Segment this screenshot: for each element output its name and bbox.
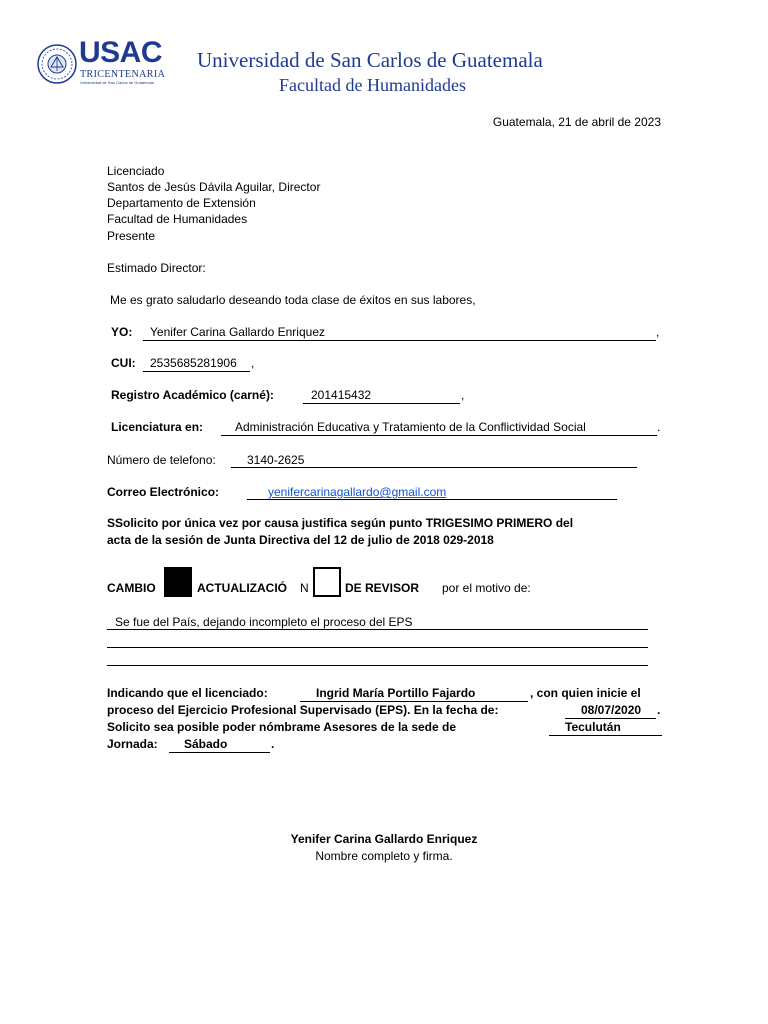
licenciatura-label: Licenciatura en:: [111, 420, 204, 434]
university-name: Universidad de San Carlos de Guatemala: [197, 48, 543, 72]
jornada-value: Sábado: [184, 737, 228, 751]
cambio-checkbox[interactable]: [164, 567, 192, 597]
cambio-label: CAMBIO: [107, 581, 156, 595]
logo-tiny-caption: Universidad de San Carlos de Guatemala: [80, 80, 154, 85]
correo-underline: [247, 499, 617, 500]
telefono-underline: [231, 467, 637, 468]
recipient-line: Licenciado: [107, 164, 165, 178]
closing-line-1: Indicando que el licenciado:: [107, 686, 268, 700]
actualizacion-label: ACTUALIZACIÓ: [197, 581, 287, 595]
licenciatura-value: Administración Educativa y Tratamiento de la Conflictividad Social: [235, 420, 586, 434]
registro-label: Registro Académico (carné):: [111, 388, 274, 402]
correo-label: Correo Electrónico:: [107, 485, 220, 499]
de-revisor-label: DE REVISOR: [345, 581, 420, 595]
yo-end: ,: [656, 325, 660, 339]
date-line: Guatemala, 21 de abril de 2023: [492, 115, 661, 129]
greeting: Me es grato saludarlo deseando toda clase de éxitos en sus labores,: [110, 293, 476, 307]
motivo-line: [107, 665, 648, 666]
request-line: SSolicito por única vez por causa justifica según punto TRIGESIMO PRIMERO del: [107, 516, 574, 530]
licenciatura-underline: [221, 435, 657, 436]
request-line: acta de la sesión de Junta Directiva del 12 de julio de 2018 029-2018: [107, 533, 494, 547]
registro-value: 201415432: [311, 388, 372, 402]
faculty-name: Facultad de Humanidades: [279, 75, 466, 95]
jornada-end: .: [271, 737, 275, 751]
jornada-label: Jornada:: [107, 737, 158, 751]
yo-value: Yenifer Carina Gallardo Enriquez: [150, 325, 325, 339]
closing-line-2: proceso del Ejercicio Profesional Supervisado (EPS). En la fecha de:: [107, 703, 499, 717]
signature-name: Yenifer Carina Gallardo Enriquez: [290, 832, 478, 846]
signature-caption: Nombre completo y firma.: [315, 849, 453, 863]
recipient-line: Presente: [107, 229, 156, 243]
motivo-label: por el motivo de:: [442, 581, 531, 595]
sede-value: Teculután: [565, 720, 621, 734]
telefono-value: 3140-2625: [247, 453, 305, 467]
salutation: Estimado Director:: [107, 261, 206, 275]
motivo-text: Se fue del País, dejando incompleto el proceso del EPS: [115, 615, 413, 629]
licenciado-name: Ingrid María Portillo Fajardo: [316, 686, 476, 700]
yo-field: [111, 324, 132, 340]
cui-value: 2535685281906: [150, 356, 237, 370]
closing-line-2-end: .: [657, 703, 661, 717]
actualizacion-checkbox[interactable]: [313, 567, 341, 597]
closing-line-1-end: , con quien inicie el: [530, 686, 641, 700]
cui-end: ,: [251, 356, 255, 370]
cui-label: CUI:: [111, 356, 136, 370]
yo-label: YO:: [111, 325, 133, 339]
cui-underline: [143, 371, 250, 372]
usac-seal-icon: [37, 43, 77, 85]
recipient-line: Santos de Jesús Dávila Aguilar, Director: [107, 180, 321, 194]
licenciatura-end: .: [657, 420, 661, 434]
registro-end: ,: [461, 388, 465, 402]
logo-subtitle: TRICENTENARIA: [80, 69, 166, 80]
yo-underline: [143, 340, 656, 341]
motivo-line: [107, 647, 648, 648]
eps-date: 08/07/2020: [581, 703, 642, 717]
jornada-underline: [169, 752, 270, 753]
recipient-line: Departamento de Extensión: [107, 196, 256, 210]
sede-underline: [549, 735, 662, 736]
motivo-line: [107, 629, 648, 630]
correo-value[interactable]: yenifercarinagallardo@gmail.com: [268, 485, 447, 499]
recipient-line: Facultad de Humanidades: [107, 212, 248, 226]
registro-underline: [303, 403, 460, 404]
actualizacion-label-tail: N: [300, 581, 309, 595]
closing-line-3: Solicito sea posible poder nómbrame Asesores de la sede de: [107, 720, 457, 734]
logo-usac: USAC: [79, 36, 163, 69]
telefono-label: Número de telefono:: [107, 453, 216, 467]
